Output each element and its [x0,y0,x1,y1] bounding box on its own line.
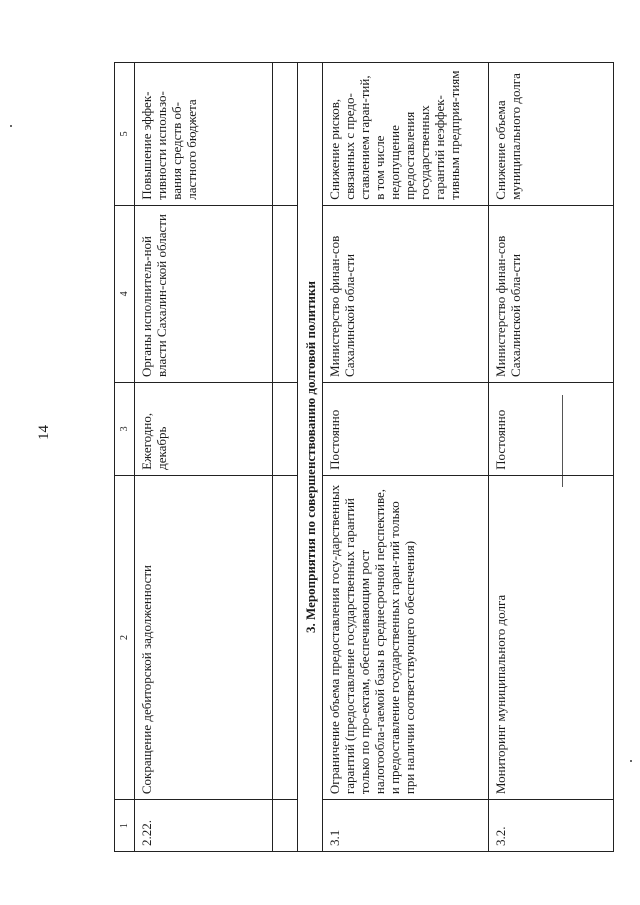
page-number: 14 [36,425,52,440]
term-cell: Постоянно [323,382,489,475]
row-number: 3.1 [323,800,489,852]
term-cell: Ежегодно, декабрь [135,382,273,475]
measure-cell: Сокращение дебиторской задолженности [135,475,273,799]
measure-cell: Мониторинг муниципального долга [489,475,614,799]
measures-table [114,62,614,852]
table-header-row [115,63,135,852]
row-number: 2.22. [135,800,273,852]
header-cell: 1 [115,800,135,852]
empty-row [273,63,298,852]
table-row [135,63,273,852]
section-row [298,63,323,852]
scan-speck [630,760,632,762]
executor-cell: Министерство финан-сов Сахалинской обла-сти [323,205,489,382]
header-cell: 4 [115,205,135,382]
result-cell: Снижение объема муниципального долга [489,63,614,206]
table-row [489,63,614,852]
table-row [323,63,489,852]
section-title: 3. Мероприятия по совершенствованию долговой политики [298,63,323,852]
executor-cell: Министерство финан-сов Сахалинской обла-сти [489,205,614,382]
result-cell: Снижение рисков, связанных с предо-ставлением гаран-тий, в том числе недопущение предоставления государственных гарантий неэффек-тивным предприя-тиям [323,63,489,206]
scan-speck [10,125,12,127]
header-cell: 2 [115,475,135,799]
result-cell: Повышение эффек-тивности использо-вания средств об-ластного бюджета [135,63,273,206]
term-cell: Постоянно [489,382,614,475]
header-cell: 3 [115,382,135,475]
header-cell: 5 [115,63,135,206]
rotated-table-container [114,62,614,852]
measure-cell: Ограничение объема предоставления госу-дарственных гарантий (предоставление государственных гарантий только по про-ектам, обеспечивающим рост налогообла-гаемой базы в среднесрочной перспективе, и предоставление государственных гаран-тий только при наличии соответствующего обеспечения) [323,475,489,799]
row-number: 3.2. [489,800,614,852]
executor-cell: Органы исполнитель-ной власти Сахалин-ской области [135,205,273,382]
